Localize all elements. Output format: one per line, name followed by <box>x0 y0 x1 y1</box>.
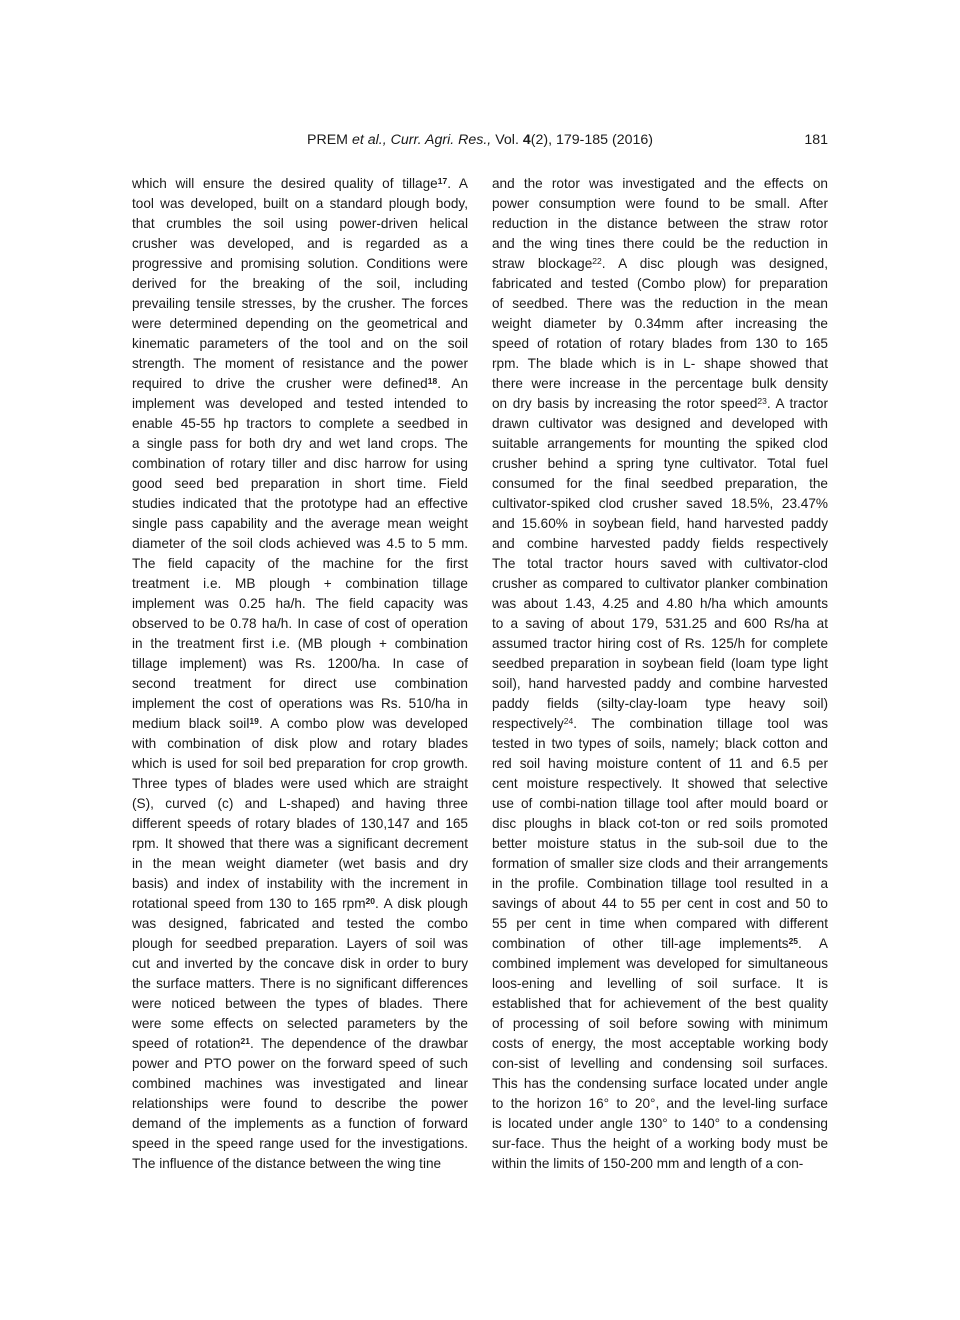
text-line <box>132 614 468 634</box>
text-line <box>492 214 828 234</box>
text-run: speed of rotation <box>132 1036 241 1051</box>
text-line <box>492 574 828 594</box>
text-run: tool was developed, built on a standard plough body, <box>132 196 468 211</box>
text-run: implement the cost of operations was Rs. 510/ha in <box>132 696 468 711</box>
text-line <box>492 174 828 194</box>
text-run: that crumbles the soil using power-driven helical <box>132 216 468 231</box>
text-run: seedbed preparation in soybean field (loam type light <box>492 656 828 671</box>
text-line <box>132 234 468 254</box>
text-run: rpm. The blade which is in L- shape showed that <box>492 356 828 371</box>
text-run: assumed tractor hiring cost of Rs. 125/h for complete <box>492 636 828 651</box>
text-line <box>132 454 468 474</box>
text-line <box>492 994 828 1014</box>
text-line <box>492 594 828 614</box>
text-line <box>492 1094 828 1114</box>
text-line <box>132 634 468 654</box>
text-line <box>492 354 828 374</box>
page-number: 181 <box>804 132 828 148</box>
citation-superscript: 18 <box>427 376 438 386</box>
text-run: speed in the speed range used for the investigations. <box>132 1136 468 1151</box>
text-run: The influence of the distance between the wing tine <box>132 1156 442 1171</box>
text-run: were noticed between the types of blades. There <box>132 996 468 1011</box>
text-run: progressive and promising solution. Conditions were <box>132 256 468 271</box>
text-line <box>492 874 828 894</box>
text-run: and the wing tines there could be the reduction in <box>492 236 828 251</box>
text-line <box>492 954 828 974</box>
text-line <box>132 414 468 434</box>
text-run: costs of energy, the most acceptable working body <box>492 1036 828 1051</box>
running-header <box>0 130 960 150</box>
text-line <box>132 1034 468 1054</box>
text-line <box>132 994 468 1014</box>
text-line <box>492 1074 828 1094</box>
citation-superscript: 24 <box>563 716 574 726</box>
text-line <box>132 914 468 934</box>
text-line <box>132 1154 468 1174</box>
text-line <box>492 494 828 514</box>
text-line <box>132 654 468 674</box>
text-line <box>492 834 828 854</box>
text-run: in the profile. Combination tillage tool resulted in a <box>492 876 828 891</box>
text-run: crusher was developed, and is regarded as a <box>132 236 468 251</box>
text-run: disc ploughs in black cot-ton or red soils promoted <box>492 816 828 831</box>
text-run: crusher behind a spring tyne cultivator. Total fuel <box>492 456 828 471</box>
text-run: which will ensure the desired quality of tillage <box>132 176 438 191</box>
text-line <box>132 474 468 494</box>
text-run: combined implement was developed for simultaneous <box>492 956 828 971</box>
text-line <box>492 614 828 634</box>
text-line <box>132 734 468 754</box>
text-line <box>132 754 468 774</box>
text-line <box>132 394 468 414</box>
text-line <box>132 434 468 454</box>
text-line <box>132 214 468 234</box>
text-line <box>492 274 828 294</box>
text-run: in the treatment first i.e. (MB plough + combination <box>132 636 468 651</box>
text-line <box>492 434 828 454</box>
text-line <box>492 194 828 214</box>
text-line <box>492 294 828 314</box>
text-run: on dry basis by increasing the rotor speed <box>492 396 758 411</box>
text-run: cultivator-spiked clod crusher saved 18.5%, 23.47% <box>492 496 828 511</box>
text-line <box>132 894 468 914</box>
text-run: with combination of disk plow and rotary blades <box>132 736 468 751</box>
text-run: observed to be 0.78 ha/h. In case of cost of operation <box>132 616 468 631</box>
text-line <box>492 934 828 954</box>
text-line <box>492 654 828 674</box>
text-run: . A combo plow was developed <box>258 716 468 731</box>
text-line <box>132 294 468 314</box>
text-line <box>492 854 828 874</box>
text-line <box>492 454 828 474</box>
text-run: combination of other till-age implements <box>492 936 789 951</box>
text-run: 55 per cent in time when compared with different <box>492 916 828 931</box>
text-line <box>132 794 468 814</box>
text-run: consumed for the final seedbed preparation, the <box>492 476 828 491</box>
text-line <box>492 914 828 934</box>
text-line <box>492 474 828 494</box>
text-run: to a saving of about 179, 531.25 and 600 Rs/ha at <box>492 616 828 631</box>
text-line <box>492 374 828 394</box>
text-run: cut and inverted by the concave disk in order to bury <box>132 956 468 971</box>
text-line <box>132 1054 468 1074</box>
text-run: weight diameter by 0.34mm after increasing the <box>492 316 828 331</box>
text-run: good seed bed preparation in short time. Field <box>132 476 468 491</box>
text-line <box>132 714 468 734</box>
volume-label: Vol. <box>495 132 519 148</box>
text-run: . A tractor <box>766 396 828 411</box>
text-line <box>492 1034 828 1054</box>
citation-superscript: 21 <box>240 1036 250 1046</box>
text-run: to the horizon 16° to 20°, and the level-ling surface <box>492 1096 828 1111</box>
text-line <box>492 514 828 534</box>
text-run: rotational speed from 130 to 165 rpm <box>132 896 366 911</box>
author-name: PREM <box>307 132 348 148</box>
text-run: established that for achievement of the best quality <box>492 996 828 1011</box>
text-run: loos-ening and levelling of soil surface. It is <box>492 976 828 991</box>
right-text-column <box>492 174 828 1174</box>
text-run: . The dependence of the drawbar <box>249 1036 468 1051</box>
text-run: combination of rotary tiller and disc harrow for using <box>132 456 468 471</box>
text-line <box>492 794 828 814</box>
text-line <box>132 854 468 874</box>
text-run: were determined depending on the geometrical and <box>132 316 468 331</box>
text-run: speed of rotation of rotary blades from 130 to 165 <box>492 336 828 351</box>
text-run: of processing of soil before sowing with minimum <box>492 1016 828 1031</box>
text-run: fabricated and tested (Combo plow) for preparation <box>492 276 828 291</box>
text-run: implement was developed and tested intended to <box>132 396 468 411</box>
text-line <box>492 254 828 274</box>
text-run: single pass capability and the average mean weight <box>132 516 468 531</box>
et-al: et al., <box>351 132 387 148</box>
text-run: was about 1.43, 4.25 and 4.80 h/ha which amounts <box>492 596 828 611</box>
text-run: con-sist of levelling and condensing soil surfaces. <box>492 1056 828 1071</box>
text-run: and the rotor was investigated and the effects on <box>492 176 828 191</box>
journal-name: Curr. Agri. Res., <box>390 132 492 148</box>
text-line <box>492 314 828 334</box>
text-run: tested in two types of soils, namely; black cotton and <box>492 736 828 751</box>
text-run: required to drive the crusher were defined <box>132 376 428 391</box>
text-run: basis) and index of instability with the increment in <box>132 876 468 891</box>
text-run: . A disk plough <box>375 896 468 911</box>
text-line <box>132 874 468 894</box>
journal-citation <box>250 130 710 150</box>
text-line <box>132 694 468 714</box>
text-line <box>492 394 828 414</box>
text-line <box>492 1014 828 1034</box>
text-line <box>132 494 468 514</box>
text-line <box>492 674 828 694</box>
text-line <box>132 574 468 594</box>
text-run: . A <box>798 936 828 951</box>
text-run: Three types of blades were used which are straight <box>132 776 468 791</box>
left-text-column <box>132 174 468 1174</box>
text-run: was designed, fabricated and tested the combo <box>132 916 468 931</box>
text-line <box>492 634 828 654</box>
text-line <box>492 714 828 734</box>
text-run: kinematic parameters of the tool and on the soil <box>132 336 468 351</box>
text-run: . An <box>437 376 468 391</box>
text-run: drawn cultivator was designed and developed with <box>492 416 828 431</box>
text-line <box>492 554 828 574</box>
text-line <box>492 894 828 914</box>
text-run: use of combi-nation tillage tool after mould board or <box>492 796 828 811</box>
text-line <box>492 814 828 834</box>
text-run: demand of the implements as a function of forward <box>132 1116 468 1131</box>
text-run: . A <box>447 176 468 191</box>
text-line <box>132 194 468 214</box>
text-line <box>132 1134 468 1154</box>
text-line <box>132 374 468 394</box>
text-line <box>132 1014 468 1034</box>
text-run: crusher as compared to cultivator planker combination <box>492 576 828 591</box>
text-run: different speeds of rotary blades of 130,147 and 165 <box>132 816 468 831</box>
issue-pages-year: (2), 179-185 (2016) <box>530 132 653 148</box>
text-line <box>132 674 468 694</box>
text-line <box>492 694 828 714</box>
text-run: prevailing tensile stresses, by the crusher. The forces <box>132 296 468 311</box>
text-run: tillage implement) was Rs. 1200/ha. In case of <box>132 656 468 671</box>
text-run: straw blockage <box>492 256 593 271</box>
text-run: savings of about 44 to 55 per cent in cost and 50 to <box>492 896 828 911</box>
text-run: there were increase in the percentage bulk density <box>492 376 828 391</box>
text-run: power consumption were found to be small. After <box>492 196 828 211</box>
text-run: The total tractor hours saved with cultivator-clod <box>492 556 828 571</box>
text-line <box>492 1054 828 1074</box>
text-line <box>132 1094 468 1114</box>
text-run: paddy fields (silty-clay-loam type heavy soil) <box>492 696 828 711</box>
text-run: within the limits of 150-200 mm and length of a con- <box>492 1156 804 1171</box>
text-run: plough for seedbed preparation. Layers of soil was <box>132 936 468 951</box>
text-line <box>132 934 468 954</box>
text-line <box>492 414 828 434</box>
text-run: sur-face. Thus the height of a working body must be <box>492 1136 828 1151</box>
text-run: cent moisture respectively. It showed that selective <box>492 776 828 791</box>
text-line <box>132 954 468 974</box>
text-line <box>132 554 468 574</box>
text-line <box>132 334 468 354</box>
text-run: enable 45-55 hp tractors to complete a seedbed in <box>132 416 468 431</box>
text-line <box>492 1154 828 1174</box>
text-run: (S), curved (c) and L-shaped) and having three <box>132 796 468 811</box>
text-run: a single pass for both dry and wet land crops. The <box>132 436 468 451</box>
text-line <box>492 754 828 774</box>
text-line <box>132 814 468 834</box>
text-run: . The combination tillage tool was <box>573 716 828 731</box>
text-run: and 15.60% in soybean field, hand harvested paddy <box>492 516 828 531</box>
text-line <box>132 834 468 854</box>
text-line <box>492 334 828 354</box>
text-line <box>132 254 468 274</box>
text-run: second treatment for direct use combination <box>132 676 468 691</box>
text-run: treatment i.e. MB plough + combination tillage <box>132 576 468 591</box>
text-line <box>492 774 828 794</box>
text-line <box>132 774 468 794</box>
text-run: is located under angle 130° to 140° to a condensing <box>492 1116 828 1131</box>
text-line <box>132 594 468 614</box>
text-line <box>132 1114 468 1134</box>
text-line <box>492 734 828 754</box>
citation-superscript: 20 <box>365 896 376 906</box>
text-run: combined machines was investigated and linear <box>132 1076 468 1091</box>
text-run: were some effects on selected parameters by the <box>132 1016 468 1031</box>
text-line <box>132 974 468 994</box>
text-line <box>132 174 468 194</box>
text-line <box>132 514 468 534</box>
text-line <box>132 354 468 374</box>
text-line <box>492 1134 828 1154</box>
text-run: rpm. It showed that there was a significant decrement <box>132 836 468 851</box>
text-run: suitable arrangements for mounting the spiked clod <box>492 436 828 451</box>
text-run: red soil having moisture content of 11 and 6.5 per <box>492 756 828 771</box>
text-run: soil), hand harvested paddy and combine harvested <box>492 676 828 691</box>
text-run: strength. The moment of resistance and the power <box>132 356 468 371</box>
citation-superscript: 19 <box>249 716 259 726</box>
citation-superscript: 25 <box>788 936 799 946</box>
text-run: formation of smaller size clods and their arrangements <box>492 856 828 871</box>
text-line <box>492 534 828 554</box>
text-run: studies indicated that the prototype had an effective <box>132 496 468 511</box>
text-line <box>492 234 828 254</box>
text-line <box>492 1114 828 1134</box>
text-run: better moisture status in the sub-soil due to the <box>492 836 828 851</box>
text-run: reduction in the distance between the straw rotor <box>492 216 828 231</box>
text-line <box>132 274 468 294</box>
text-run: The field capacity of the machine for the first <box>132 556 468 571</box>
text-run: and combine harvested paddy fields respectively <box>492 536 828 551</box>
citation-superscript: 22 <box>592 256 602 266</box>
text-run: which is used for soil bed preparation for crop growth. <box>132 756 468 771</box>
text-run: in the mean weight diameter (wet basis and dry <box>132 856 468 871</box>
text-run: respectively <box>492 716 564 731</box>
text-run: medium black soil <box>132 716 250 731</box>
citation-superscript: 23 <box>757 396 767 406</box>
text-run: This has the condensing surface located under angle <box>492 1076 828 1091</box>
text-run: power and PTO power on the forward speed of such <box>132 1056 468 1071</box>
volume-number: 4 <box>522 132 531 148</box>
text-run: derived for the breaking of the soil, including <box>132 276 468 291</box>
text-line <box>132 1074 468 1094</box>
citation-superscript: 17 <box>437 176 448 186</box>
text-line <box>132 314 468 334</box>
text-run: . A disc plough was designed, <box>601 256 828 271</box>
text-run: of seedbed. There was the reduction in the mean <box>492 296 828 311</box>
text-line <box>132 534 468 554</box>
text-run: relationships were found to describe the power <box>132 1096 468 1111</box>
text-line <box>492 974 828 994</box>
text-run: implement was 0.25 ha/h. The field capacity was <box>132 596 468 611</box>
text-run: the surface matters. There is no significant differences <box>132 976 468 991</box>
text-run: diameter of the soil clods achieved was 4.5 to 5 mm. <box>132 536 468 551</box>
